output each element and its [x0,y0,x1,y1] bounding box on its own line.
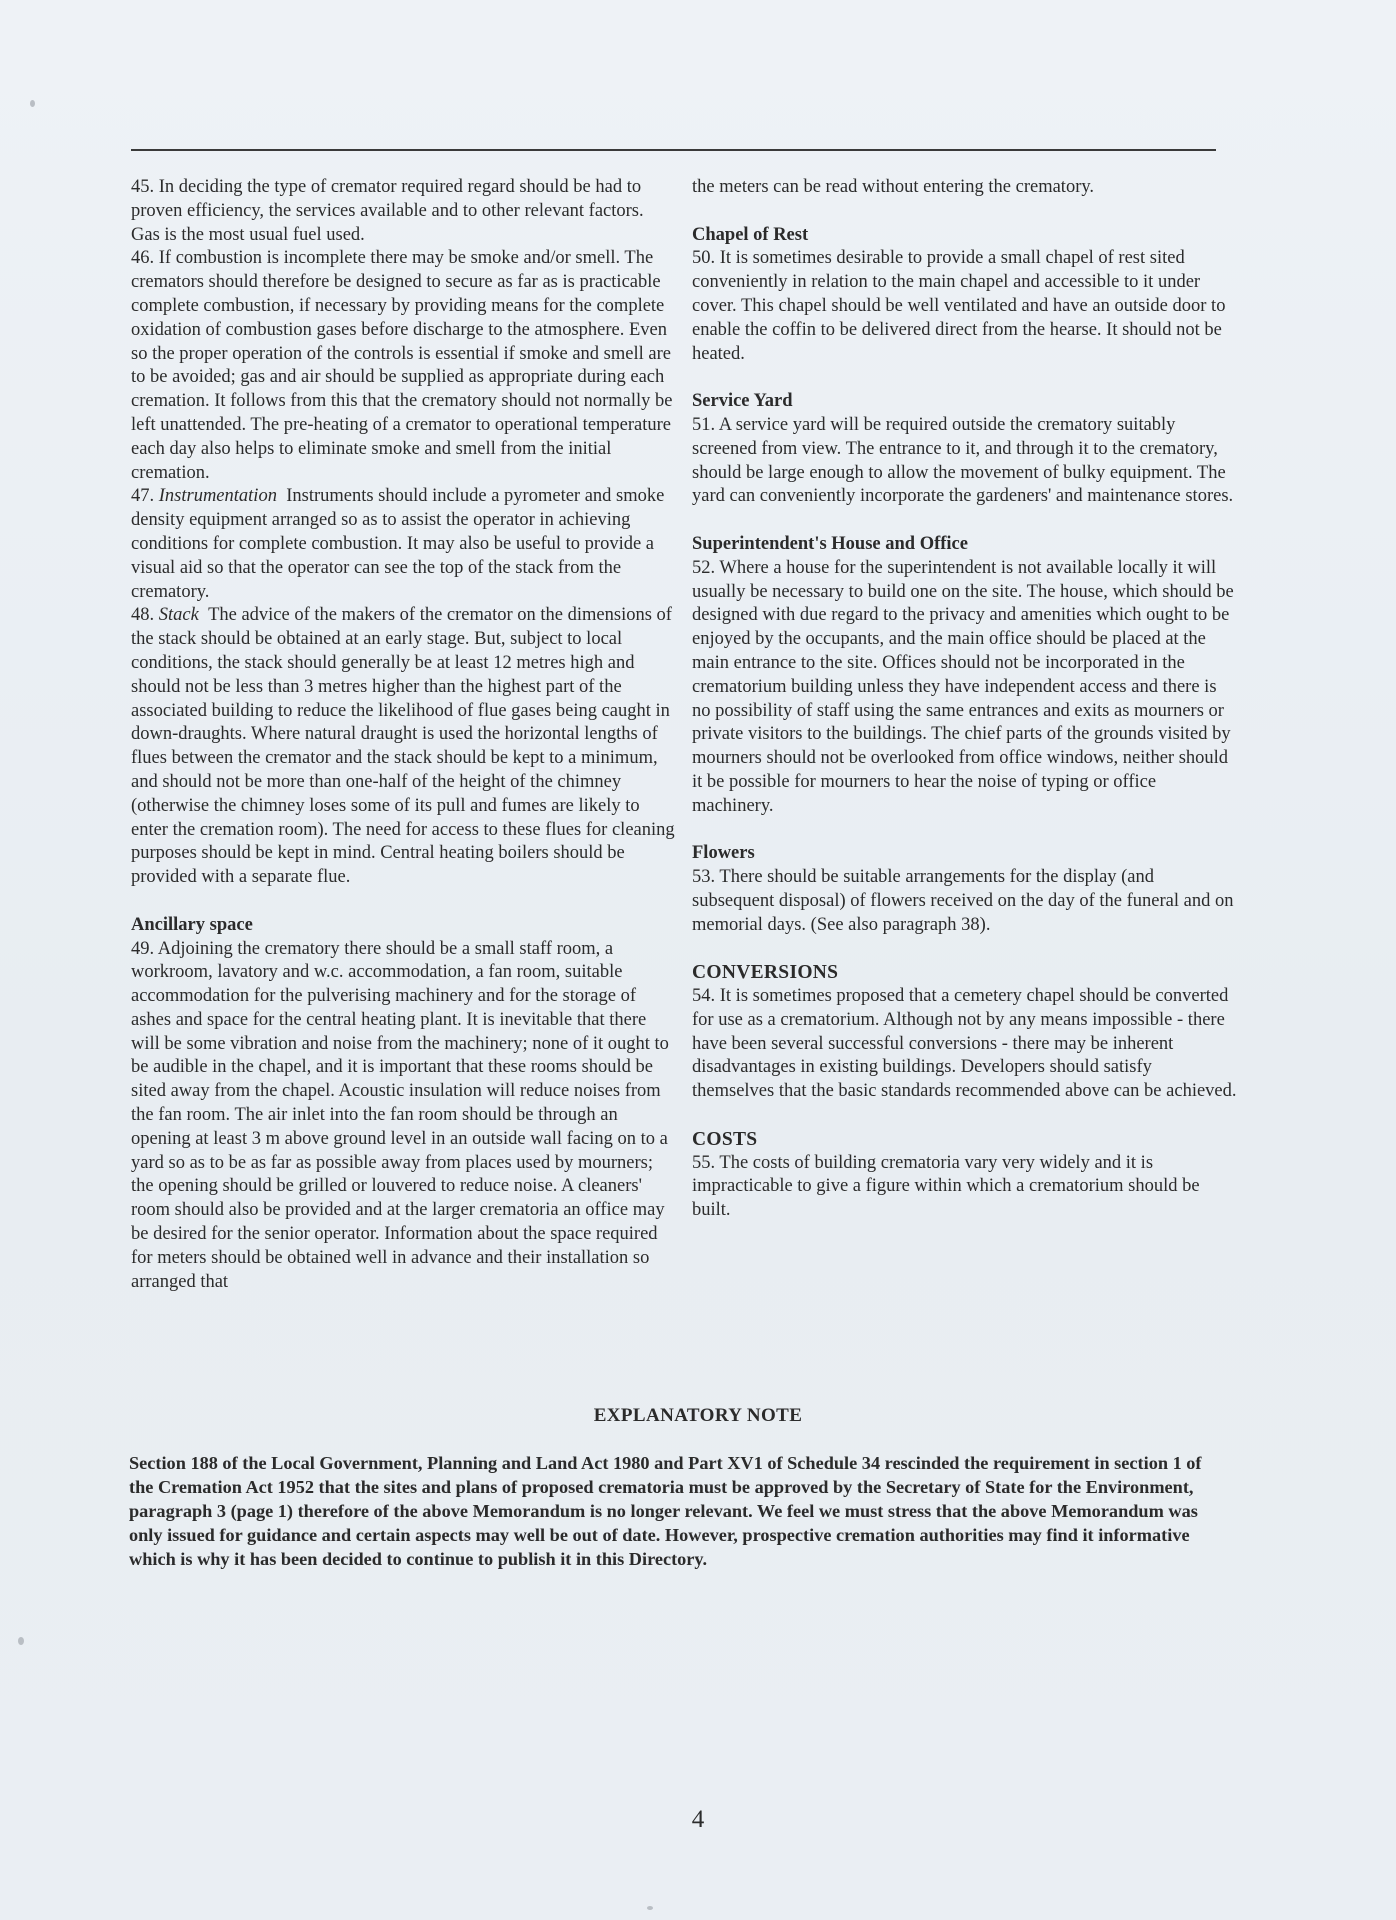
heading-service-yard: Service Yard [692,391,793,412]
paragraph-48 [131,604,676,890]
paragraph-51: 51. A service yard will be required outside the crematory suitably screened from view. The entrance to it, and through it to the crematory, should be large enough to allow the movement of bulky equipment. The yard can conveniently incorporate the gardeners' and maintenance stores. [692,414,1234,507]
heading-superintendents-house: Superintendent's House and Office [692,533,968,554]
paragraph-48-term: Stack [158,605,199,626]
page-number: 4 [691,1806,705,1833]
paragraph-48-text: The advice of the makers of the cremator on the dimensions of the stack should be obtained at an early stage. But, subject to local conditions, the stack should generally be at least 12 metres high and should not be less than 3 metres higher than the highest part of the associated building to reduce the likelihood of flue gases being caught in down-draughts. Where natural draught is used the horizontal lengths of flues between the cremator and the stack should be kept to a minimum, and should not be more than one-half of the height of the chimney (otherwise the chimney loses some of its pull and fumes are likely to enter the cremation room). The need for access to these flues for cleaning purposes should be kept in mind. Central heating boilers should be provided with a separate flue. [131,605,675,888]
paragraph-47-term: Instrumentation [158,486,277,507]
explanatory-note-body: Section 188 of the Local Government, Planning and Land Act 1980 and Part XV1 of Schedule 34 rescinded the requirement in section 1 of the Cremation Act 1952 that the sites and plans of proposed crematoria must be approved by the Secretary of State for the Environment, paragraph 3 (page 1) therefore of the above Memorandum is no longer relevant. We feel we must stress that the above Memorandum was only issued for guidance and certain aspects may well be out of date. However, prospective cremation authorities may find it informative which is why it has been decided to continue to publish it in this Directory. [129,1453,1202,1569]
paragraph-53: 53. There should be suitable arrangements for the display (and subsequent disposal) of flowers received on the day of the funeral and on memorial days. (See also paragraph 38). [692,867,1234,935]
paragraph-47-number: 47. [131,486,155,507]
paragraph-54: 54. It is sometimes proposed that a cemetery chapel should be converted for use as a crematorium. Although not by any means impossible - there have been several successful conversions - there may be inherent disadvantages in existing buildings. Developers should satisfy themselves that the basic standards recommended above can be achieved. [692,986,1237,1102]
paragraph-50: 50. It is sometimes desirable to provide a small chapel of rest sited conveniently in relation to the main chapel and accessible to it under cover. This chapel should be well ventilated and have an outside door to enable the coffin to be delivered direct from the hearse. It should not be heated. [692,248,1226,364]
explanatory-note-title: EXPLANATORY NOTE [593,1405,803,1426]
paragraph-47-text: Instruments should include a pyrometer and smoke density equipment arranged so as to assist the operator in achieving conditions for complete combustion. It may also be useful to provide a visual aid so that the operator can see the top of the stack from the crematory. [131,486,665,602]
paragraph-49-continued: the meters can be read without entering the crematory. [692,177,1095,197]
paragraph-48-number: 48. [131,605,155,626]
heading-flowers: Flowers [692,843,755,864]
paragraph-46: 46. If combustion is incomplete there may be smoke and/or smell. The cremators should therefore be designed to secure as far as is practicable complete combustion, if necessary by providing means for the complete oxidation of combustion gases before discharge to the atmosphere. Even so the proper operation of the controls is essential if smoke and smell are to be avoided; gas and air should be supplied as appropriate during each cremation. It follows from this that the crematory should not normally be left unattended. The pre-heating of a cremator to operational temperature each day also helps to eliminate smoke and smell from the initial cremation. [131,248,673,483]
scan-speck [18,1637,24,1645]
heading-costs: COSTS [692,1128,758,1150]
heading-conversions: CONVERSIONS [692,962,839,984]
paragraph-45: 45. In deciding the type of cremator required regard should be had to proven efficiency, the services available and to other relevant factors. Gas is the most usual fuel used. [131,177,644,245]
right-column [692,176,1237,1223]
heading-ancillary-space: Ancillary space [131,914,253,935]
heading-chapel-of-rest: Chapel of Rest [692,224,809,245]
scan-speck [30,100,35,107]
paragraph-55: 55. The costs of building crematoria vary very widely and it is impracticable to give a figure within which a crematorium should be built. [692,1152,1200,1221]
left-column [131,176,676,1294]
header-rule [131,149,1216,151]
paragraph-52: 52. Where a house for the superintendent is not available locally it will usually be necessary to build one on the site. The house, which should be designed with due regard to the privacy and amenities which ought to be enjoyed by the occupants, and the main office should be placed at the main entrance to the site. Offices should not be incorporated in the crematorium building unless they have independent access and there is no possibility of staff using the same entrances and exits as mourners or private visitors to the buildings. The chief parts of the grounds visited by mourners should not be overlooked from office windows, neither should it be possible for mourners to hear the noise of typing or office machinery. [692,557,1234,816]
paragraph-49: 49. Adjoining the crematory there should be a small staff room, a workroom, lavatory and w.c. accommodation, a fan room, suitable accommodation for the pulverising machinery and for the storage of ashes and space for the central heating plant. It is inevitable that there will be some vibration and noise from the machinery; none of it ought to be audible in the chapel, and it is important that these rooms should be sited away from the chapel. Acoustic insulation will reduce noises from the fan room. The air inlet into the fan room should be through an opening at least 3 m above ground level in an outside wall facing on to a yard so as to be as far as possible away from places used by mourners; the opening should be grilled or louvered to reduce noise. A cleaners' room should also be provided and at the larger crematoria an office may be desired for the senior operator. Information about the space required for meters should be obtained well in advance and their installation so arranged that [131,938,669,1292]
scan-speck [647,1906,653,1910]
paragraph-47 [131,485,676,604]
